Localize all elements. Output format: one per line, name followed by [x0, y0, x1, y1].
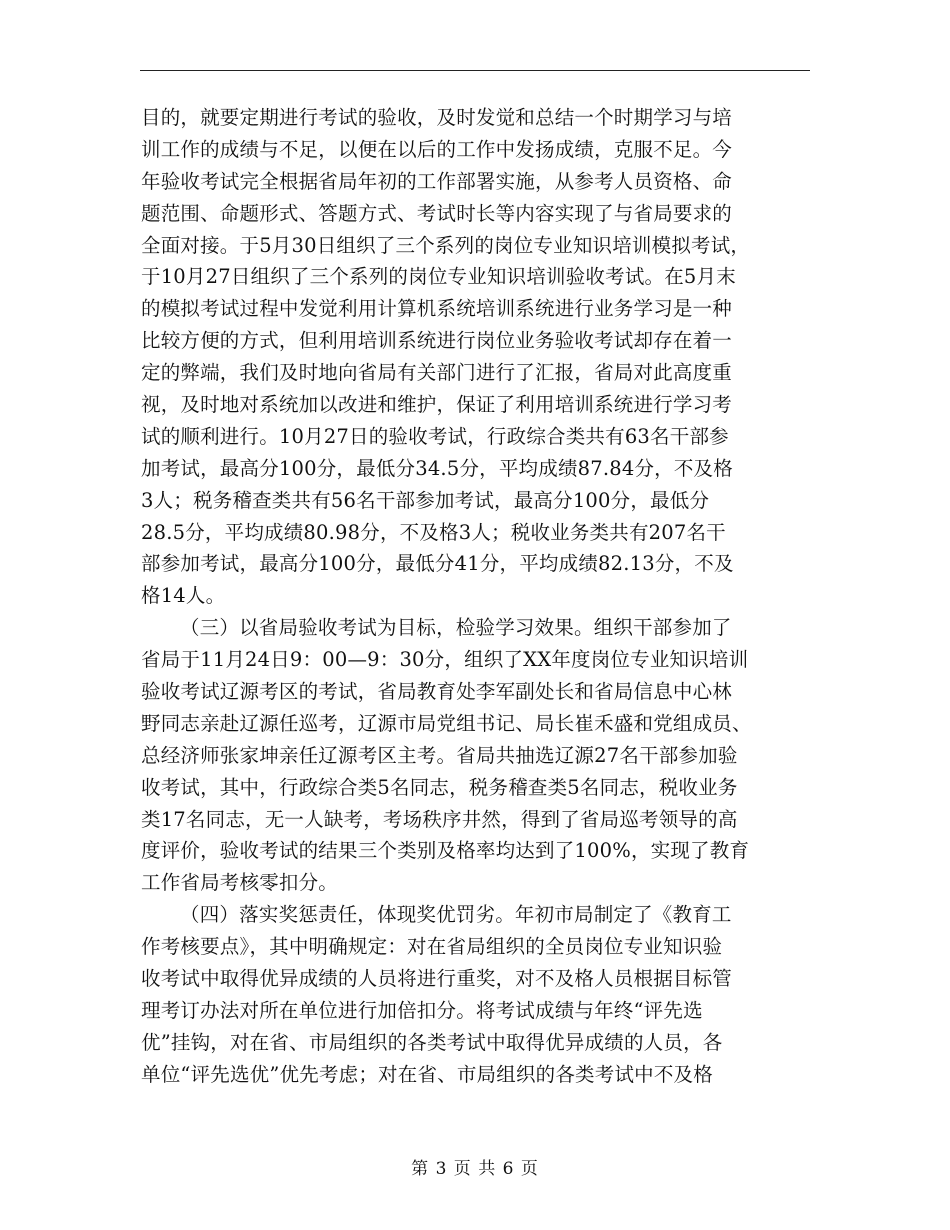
- text-line: 训工作的成绩与不足，以便在以后的工作中发扬成绩，克服不足。今: [141, 137, 733, 161]
- text-line: 于10月27日组织了三个系列的岗位专业知识培训验收考试。在5月末: [141, 265, 736, 289]
- text-line: （三）以省局验收考试为目标，检验学习效果。组织干部参加了: [180, 616, 732, 640]
- text-line: 部参加考试，最高分100分，最低分41分，平均成绩82.13分，不及: [141, 552, 734, 576]
- text-line: 试的顺利进行。10月27日的验收考试，行政综合类共有63名干部参: [141, 424, 729, 448]
- text-line: 野同志亲赴辽源任巡考，辽源市局党组书记、局长崔禾盛和党组成员、: [141, 711, 752, 735]
- text-line: 目的，就要定期进行考试的验收，及时发觉和总结一个时期学习与培: [141, 106, 733, 129]
- text-line: 加考试，最高分100分，最低分34.5分，平均成绩87.84分，不及格: [141, 456, 733, 480]
- text-line: （四）落实奖惩责任，体现奖优罚劣。年初市局制定了《教育工: [180, 903, 732, 927]
- text-line: 收考试，其中，行政综合类5名同志，税务稽查类5名同志，税收业务: [141, 775, 738, 799]
- text-line: 全面对接。于5月30日组织了三个系列的岗位专业知识培训模拟考试，: [141, 233, 751, 257]
- text-line: 总经济师张家坤亲任辽源考区主考。省局共抽选辽源27名干部参加验: [141, 743, 738, 767]
- text-line: 题范围、命题形式、答题方式、考试时长等内容实现了与省局要求的: [141, 201, 733, 225]
- text-line: 格14人。: [141, 584, 226, 608]
- text-line: 省局于11月24日9：00—9：30分，组织了XX年度岗位专业知识培训: [141, 648, 749, 672]
- text-line: 验收考试辽源考区的考试，省局教育处李军副处长和省局信息中心林: [141, 680, 733, 704]
- text-line: 理考订办法对所在单位进行加倍扣分。将考试成绩与年终“评先选: [141, 998, 703, 1022]
- text-line: 28.5分，平均成绩80.98分，不及格3人；税收业务类共有207名干: [141, 520, 726, 544]
- text-line: 3人；税务稽查类共有56名干部参加考试，最高分100分，最低分: [141, 488, 710, 512]
- header-rule: [140, 70, 810, 71]
- text-line: 视，及时地对系统加以改进和维护，保证了利用培训系统进行学习考: [141, 393, 733, 417]
- text-line: 收考试中取得优异成绩的人员将进行重奖，对不及格人员根据目标管: [141, 967, 733, 991]
- text-line: 工作省局考核零扣分。: [141, 871, 339, 895]
- page-footer: 第 3 页 共 6 页: [411, 1159, 539, 1179]
- text-line: 定的弊端，我们及时地向省局有关部门进行了汇报，省局对此高度重: [141, 361, 733, 385]
- text-line: 作考核要点》，其中明确规定：对在省局组织的全员岗位专业知识验: [141, 935, 723, 959]
- document-body: [141, 102, 810, 1091]
- text-line: 类17名同志，无一人缺考，考场秩序井然，得到了省局巡考领导的高: [141, 807, 738, 831]
- text-line: 度评价，验收考试的结果三个类别及格率均达到了100%，实现了教育: [141, 839, 750, 863]
- text-line: 年验收考试完全根据省局年初的工作部署实施，从参考人员资格、命: [141, 169, 733, 193]
- text-line: 比较方便的方式，但利用培训系统进行岗位业务验收考试却存在着一: [141, 329, 733, 353]
- text-line: 单位“评先选优”优先考虑；对在省、市局组织的各类考试中不及格: [141, 1062, 713, 1086]
- text-line: 的模拟考试过程中发觉利用计算机系统培训系统进行业务学习是一种: [141, 297, 733, 321]
- text-line: 优”挂钩，对在省、市局组织的各类考试中取得优异成绩的人员，各: [141, 1030, 723, 1054]
